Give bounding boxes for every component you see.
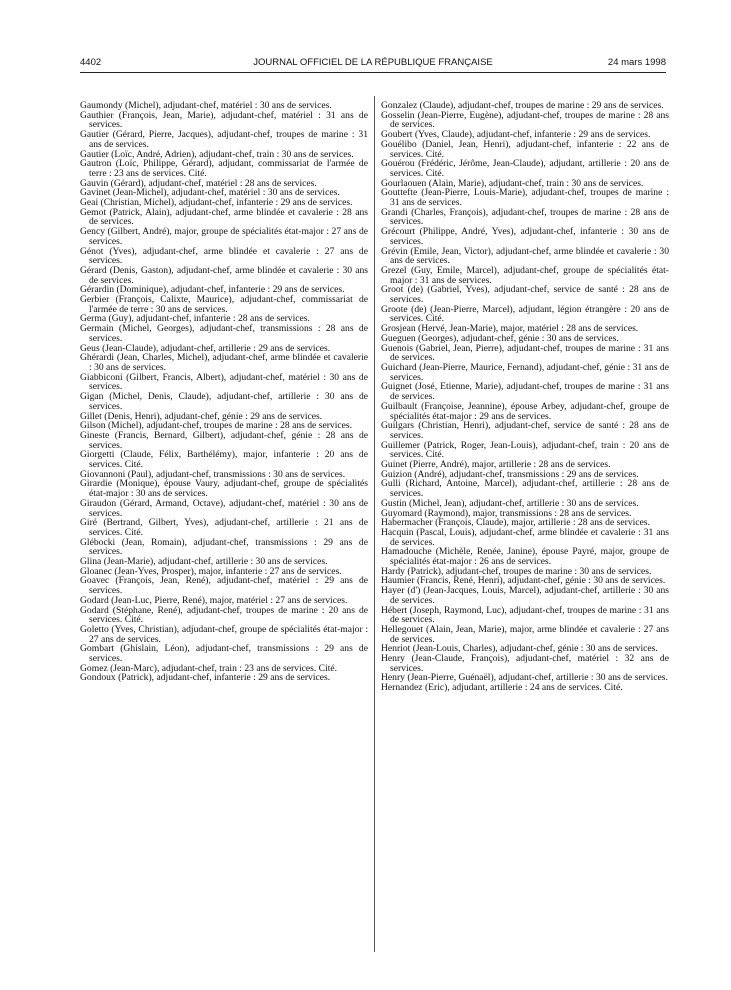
list-item: Guilgars (Christian, Henri), adjudant-chef, service de santé : 28 ans de services. — [381, 420, 669, 441]
list-item: Grezel (Guy, Emile, Marcel), adjudant-chef, groupe de spécialités état-major : 31 ans de services. — [381, 264, 669, 286]
list-item: Gaumondy (Michel), adjudant-chef, matériel : 30 ans de services. — [80, 100, 332, 111]
issue-date: 24 mars 1998 — [607, 57, 666, 68]
list-item: Godard (Jean-Luc, Pierre, René), major, matériel : 27 ans de services. — [80, 594, 348, 606]
right-column — [381, 101, 669, 693]
list-item: Goavec (François, Jean, René), adjudant-chef, matériel : 29 ans de services. — [80, 575, 368, 597]
list-item: Groot (de) (Gabriel, Yves), adjudant-chef, service de santé : 28 ans de services. — [381, 284, 669, 306]
list-item: Girardie (Monique), épouse Vaury, adjudant-chef, groupe de spécialités état-major : 30 ans de services. — [80, 478, 368, 500]
list-item: Gauvin (Gérard), adjudant-chef, matériel : 28 ans de services. — [80, 177, 317, 189]
list-item: Giovannoni (Paul), adjudant-chef, transmissions : 30 ans de services. — [80, 468, 346, 480]
list-item: Gouérou (Frédéric, Jérôme, Jean-Claude), adjudant, artillerie : 20 ans de services. Cité. — [381, 158, 669, 179]
list-item: Grécourt (Philippe, André, Yves), adjudant-chef, infanterie : 30 ans de services. — [381, 226, 669, 247]
list-item: Gauthier (François, Jean, Marie), adjudant-chef, matériel : 31 ans de services. — [80, 109, 368, 131]
page-header — [80, 57, 666, 71]
list-item: Guignet (José, Etienne, Marie), adjudant-chef, troupes de marine : 31 ans de services. — [381, 381, 669, 403]
list-item: Gombart (Ghislain, Léon), adjudant-chef, transmissions : 29 ans de services. — [80, 643, 368, 665]
journal-title: JOURNAL OFFICIEL DE LA RÉPUBLIQUE FRANÇAISE — [253, 57, 493, 68]
list-item: Guenois (Gabriel, Jean, Pierre), adjudant-chef, troupes de marine : 31 ans de services. — [381, 342, 669, 364]
list-item: Gulli (Richard, Antoine, Marcel), adjudant-chef, artillerie : 28 ans de services. — [381, 478, 669, 500]
list-item: Gouélibo (Daniel, Jean, Henri), adjudant-chef, infanterie : 22 ans de services. Cité. — [381, 138, 669, 160]
list-item: Glina (Jean-Marie), adjudant-chef, artillerie : 30 ans de services. — [80, 556, 328, 568]
list-item: Groote (de) (Jean-Pierre, Marcel), adjudant, légion étrangère : 20 ans de services. Cité. — [381, 303, 669, 325]
list-item: Gustin (Michel, Jean), adjudant-chef, artillerie : 30 ans de services. — [381, 497, 639, 509]
list-item: Grandi (Charles, François), adjudant-chef, troupes de marine : 28 ans de services. — [381, 206, 669, 228]
left-column — [80, 101, 368, 683]
list-item: Hayer (d') (Jean-Jacques, Louis, Marcel), adjudant-chef, artillerie : 30 ans de services. — [381, 585, 669, 606]
list-item: Glébocki (Jean, Romain), adjudant-chef, transmissions : 29 ans de services. — [80, 536, 368, 558]
list-item: Guinet (Pierre, André), major, artillerie : 28 ans de services. — [381, 459, 611, 471]
list-item: Hacquin (Pascal, Louis), adjudant-chef, arme blindée et cavalerie : 31 ans de services. — [381, 526, 669, 548]
list-item: Guillemer (Patrick, Roger, Jean-Louis), adjudant-chef, train : 20 ans de services. Cité. — [381, 439, 669, 461]
header-rule — [80, 72, 666, 73]
list-item: Geus (Jean-Claude), adjudant-chef, artillerie : 29 ans de services. — [80, 342, 331, 354]
list-item: Giabbiconi (Gilbert, Francis, Albert), adjudant-chef, matériel : 30 ans de services. — [80, 371, 368, 393]
list-item: Geai (Christian, Michel), adjudant-chef, infanterie : 29 ans de services. — [80, 197, 353, 209]
list-item: Ghérardi (Jean, Charles, Michel), adjudant-chef, arme blindée et cavalerie : 30 ans de services. — [80, 352, 368, 373]
list-item: Godard (Stéphane, René), adjudant-chef, troupes de marine : 20 ans de services. Cité. — [80, 604, 368, 626]
list-item: Henriot (Jean-Louis, Charles), adjudant-chef, génie : 30 ans de services. — [381, 643, 658, 655]
list-item: Habermacher (François, Claude), major, artillerie : 28 ans de services. — [381, 517, 650, 529]
list-item: Gigan (Michel, Denis, Claude), adjudant-chef, artillerie : 30 ans de services. — [80, 391, 368, 412]
list-item: Guilbault (Françoise, Jeannine), épouse Arbey, adjudant-chef, groupe de spécialités état-major : 29 ans de services. — [381, 400, 669, 422]
list-item: Gondoux (Patrick), adjudant-chef, infanterie : 29 ans de services. — [80, 672, 331, 684]
list-item: Gérard (Denis, Gaston), adjudant-chef, arme blindée et cavalerie : 30 ans de services. — [80, 264, 368, 286]
list-item: Gouttefte (Jean-Pierre, Louis-Marie), adjudant-chef, troupes de marine : 31 ans de services. — [381, 187, 669, 209]
column-divider — [374, 96, 375, 952]
list-item: Gueguen (Georges), adjudant-chef, génie : 30 ans de services. — [381, 332, 619, 344]
list-item: Gautier (Loïc, André, Adrien), adjudant-chef, train : 30 ans de services. — [80, 148, 354, 160]
list-item: Germa (Guy), adjudant-chef, infanterie : 28 ans de services. — [80, 313, 310, 325]
list-item: Gourlaouen (Alain, Marie), adjudant-chef, train : 30 ans de services. — [381, 177, 644, 189]
list-item: Hernandez (Eric), adjudant, artillerie : 24 ans de services. Cité. — [381, 682, 623, 694]
list-item: Gency (Gilbert, André), major, groupe de spécialités état-major : 27 ans de services. — [80, 226, 368, 247]
list-item: Hamadouche (Michèle, Renée, Janine), épouse Payré, major, groupe de spécialités état-major : 26 ans de services. — [381, 546, 669, 568]
list-item: Gillet (Denis, Henri), adjudant-chef, génie : 29 ans de services. — [80, 410, 323, 422]
list-item: Haumier (Francis, René, Henri), adjudant-chef, génie : 30 ans de services. — [381, 575, 666, 587]
list-item: Giorgetti (Claude, Félix, Barthélémy), major, infanterie : 20 ans de services. Cité. — [80, 449, 368, 471]
page-number: 4402 — [80, 57, 102, 68]
list-item: Hellegouet (Alain, Jean, Marie), major, arme blindée et cavalerie : 27 ans de services. — [381, 623, 669, 645]
list-item: Guyomard (Raymond), major, transmissions : 28 ans de services. — [381, 507, 632, 519]
list-item: Guizion (André), adjudant-chef, transmissions : 29 ans de services. — [381, 468, 639, 480]
list-item: Gonzalez (Claude), adjudant-chef, troupes de marine : 29 ans de services. — [381, 100, 664, 111]
list-item: Gloanec (Jean-Yves, Prosper), major, infanterie : 27 ans de services. — [80, 565, 342, 577]
list-item: Grévin (Emile, Jean, Victor), adjudant-chef, arme blindée et cavalerie : 30 ans de services. — [381, 245, 669, 267]
list-item: Gerbier (François, Calixte, Maurice), adjudant-chef, commissariat de l'armée de terre : 30 ans de services. — [80, 294, 368, 315]
list-item: Guichard (Jean-Pierre, Maurice, Fernand), adjudant-chef, génie : 31 ans de services. — [381, 361, 669, 383]
list-item: Germain (Michel, Georges), adjudant-chef, transmissions : 28 ans de services. — [80, 323, 368, 344]
list-item: Hardy (Patrick), adjudant-chef, troupes de marine : 30 ans de services. — [381, 565, 652, 577]
list-item: Henry (Jean-Pierre, Guénaël), adjudant-chef, artillerie : 30 ans de services. — [381, 672, 668, 684]
list-item: Gosselin (Jean-Pierre, Eugène), adjudant-chef, troupes de marine : 28 ans de services. — [381, 109, 669, 131]
list-item: Gomez (Jean-Marc), adjudant-chef, train : 23 ans de services. Cité. — [80, 662, 338, 674]
list-item: Giré (Bertrand, Gilbert, Yves), adjudant-chef, artillerie : 21 ans de services. Cité. — [80, 517, 368, 538]
list-item: Giraudon (Gérard, Armand, Octave), adjudant-chef, matériel : 30 ans de services. — [80, 497, 368, 519]
list-item: Hébert (Joseph, Raymond, Luc), adjudant-chef, troupes de marine : 31 ans de services. — [381, 604, 669, 626]
list-item: Goubert (Yves, Claude), adjudant-chef, infanterie : 29 ans de services. — [381, 129, 651, 141]
list-item: Gavinet (Jean-Michel), adjudant-chef, matériel : 30 ans de services. — [80, 187, 340, 199]
list-item: Génot (Yves), adjudant-chef, arme blindée et cavalerie : 27 ans de services. — [80, 245, 368, 267]
list-item: Grosjean (Hervé, Jean-Marie), major, matériel : 28 ans de services. — [381, 323, 639, 335]
list-item: Goletto (Yves, Christian), adjudant-chef, groupe de spécialités état-major : 27 ans de services. — [80, 623, 368, 645]
list-item: Gineste (Francis, Bernard, Gilbert), adjudant-chef, génie : 28 ans de services. — [80, 429, 368, 451]
list-item: Gemot (Patrick, Alain), adjudant-chef, arme blindée et cavalerie : 28 ans de services. — [80, 206, 368, 228]
list-item: Gérardin (Dominique), adjudant-chef, infanterie : 29 ans de services. — [80, 284, 345, 296]
list-item: Gilson (Michel), adjudant-chef, troupes de marine : 28 ans de services. — [80, 420, 353, 432]
list-item: Gautier (Gérard, Pierre, Jacques), adjudant-chef, troupes de marine : 31 ans de services. — [80, 129, 368, 150]
list-item: Gautron (Loïc, Philippe, Gérard), adjudant, commissariat de l'armée de terre : 23 ans de services. Cité. — [80, 158, 368, 179]
list-item: Henry (Jean-Claude, François), adjudant-chef, matériel : 32 ans de services. — [381, 653, 669, 674]
